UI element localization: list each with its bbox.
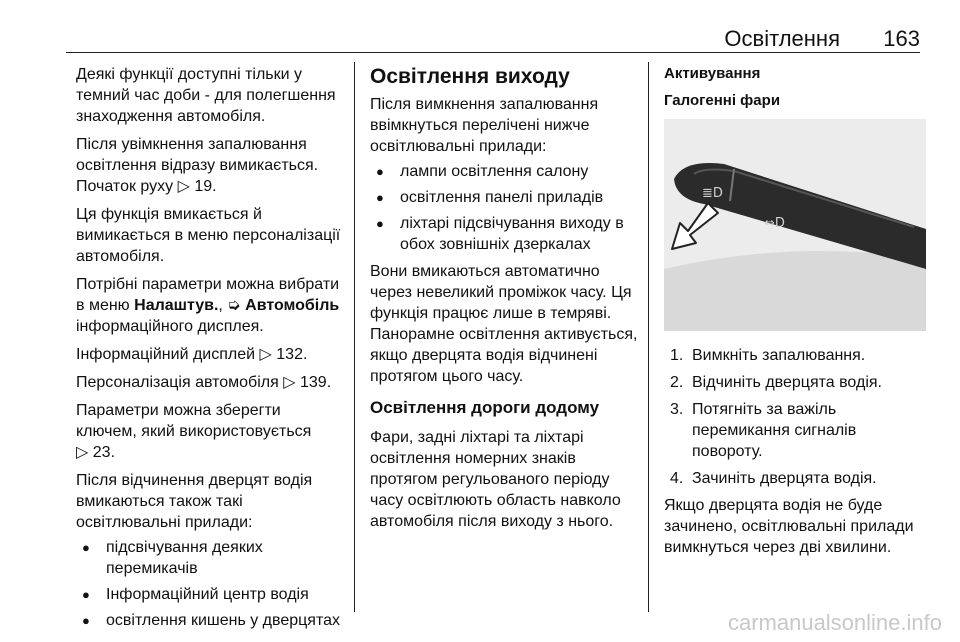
svg-text:≣D: ≣D	[702, 186, 723, 201]
header-rule	[66, 52, 920, 53]
column-divider	[354, 62, 355, 612]
page-reference[interactable]: 139.	[300, 374, 332, 391]
lever-graphic	[664, 119, 926, 331]
list-item: 1. Вимкніть запалювання.	[670, 347, 866, 364]
section-heading: Освітлення виходу	[370, 65, 570, 88]
list-item: ● освітлення кишень у дверцятах	[76, 610, 344, 631]
bullet-list	[76, 537, 344, 631]
paragraph: Потрібні параметри можна вибрати в меню Налаштув., ➭ Автомобіль інформаційного дисплея.	[76, 276, 340, 335]
turn-signal-lever-illustration	[664, 119, 926, 331]
paragraph: Вони вмикаються автоматично через невеликий проміжок часу. Ця функція працює лише в темряві.	[370, 263, 632, 322]
paragraph: Деякі функції доступні тільки у темний час доби - для полегшення знаходження автомобіля.	[76, 66, 336, 125]
list-item: ● підсвічування деяких перемикачів	[76, 537, 344, 579]
paragraph: Після вимкнення запалювання ввімкнуться перелічені нижче освітлювальні прилади:	[370, 96, 599, 155]
menu-path-vehicle: Автомобіль	[245, 297, 340, 314]
paragraph: Після відчинення дверцят водія вмикаються також такі освітлювальні прилади:	[76, 472, 313, 531]
page-header-title: Освітлення	[724, 26, 840, 51]
subheading: Активування	[664, 65, 761, 82]
paragraph: Параметри можна зберегти ключем, який використовується ▷ 23.	[76, 402, 312, 461]
menu-arrow-icon: ➭	[227, 297, 241, 314]
paragraph: Персоналізація автомобіля ▷ 139.	[76, 374, 332, 391]
paragraph: Ця функція вмикається й вимикається в меню персоналізації автомобіля.	[76, 206, 341, 265]
svg-text:⇔D: ⇔D	[764, 216, 785, 231]
ref-triangle-icon: ▷	[283, 374, 296, 391]
list-item: 4. Зачиніть дверцята водія.	[670, 470, 877, 487]
paragraph: Фари, задні ліхтарі та ліхтарі освітлення номерних знаків протягом регульованого періоду часу освітлюють область навколо автомобіля після виходу з нього.	[370, 429, 621, 530]
column-1	[76, 64, 344, 637]
page-reference[interactable]: 23.	[92, 444, 116, 461]
column-2	[370, 64, 638, 539]
column-divider	[648, 62, 649, 612]
steps-list	[664, 345, 928, 489]
list-item: ● освітлення панелі приладів	[370, 187, 638, 208]
list-item: ● Інформаційний центр водія	[76, 584, 344, 605]
section-heading: Освітлення дороги додому	[370, 398, 600, 417]
ref-triangle-icon: ▷	[76, 444, 89, 461]
paragraph: Якщо дверцята водія не буде зачинено, освітлювальні прилади вимкнуться через дві хвилини.	[664, 497, 914, 556]
paragraph: Після увімкнення запалювання освітлення відразу вимикається. Початок руху ▷ 19.	[76, 136, 319, 195]
list-item: ● ліхтарі підсвічування виходу в обох зовнішніх дзеркалах	[370, 213, 638, 255]
subheading: Галогенні фари	[664, 92, 781, 109]
paragraph: Інформаційний дисплей ▷ 132.	[76, 346, 308, 363]
list-item: ● лампи освітлення салону	[370, 161, 638, 182]
ref-triangle-icon: ▷	[259, 346, 272, 363]
list-item: 3. Потягніть за важіль перемикання сигналів повороту.	[670, 401, 857, 460]
bullet-list	[370, 161, 638, 255]
paragraph: Панорамне освітлення активується, якщо дверцята водія відчинені протягом цього часу.	[370, 326, 638, 385]
page-reference[interactable]: 19.	[194, 178, 217, 195]
ref-triangle-icon: ▷	[177, 178, 190, 195]
menu-path-settings: Налаштув.	[134, 297, 219, 314]
page-number: 163	[883, 26, 920, 51]
column-3	[664, 64, 928, 565]
page-reference[interactable]: 132.	[276, 346, 308, 363]
list-item: 2. Відчиніть дверцята водія.	[670, 374, 882, 391]
watermark: carmanualsonline.info	[727, 610, 942, 635]
